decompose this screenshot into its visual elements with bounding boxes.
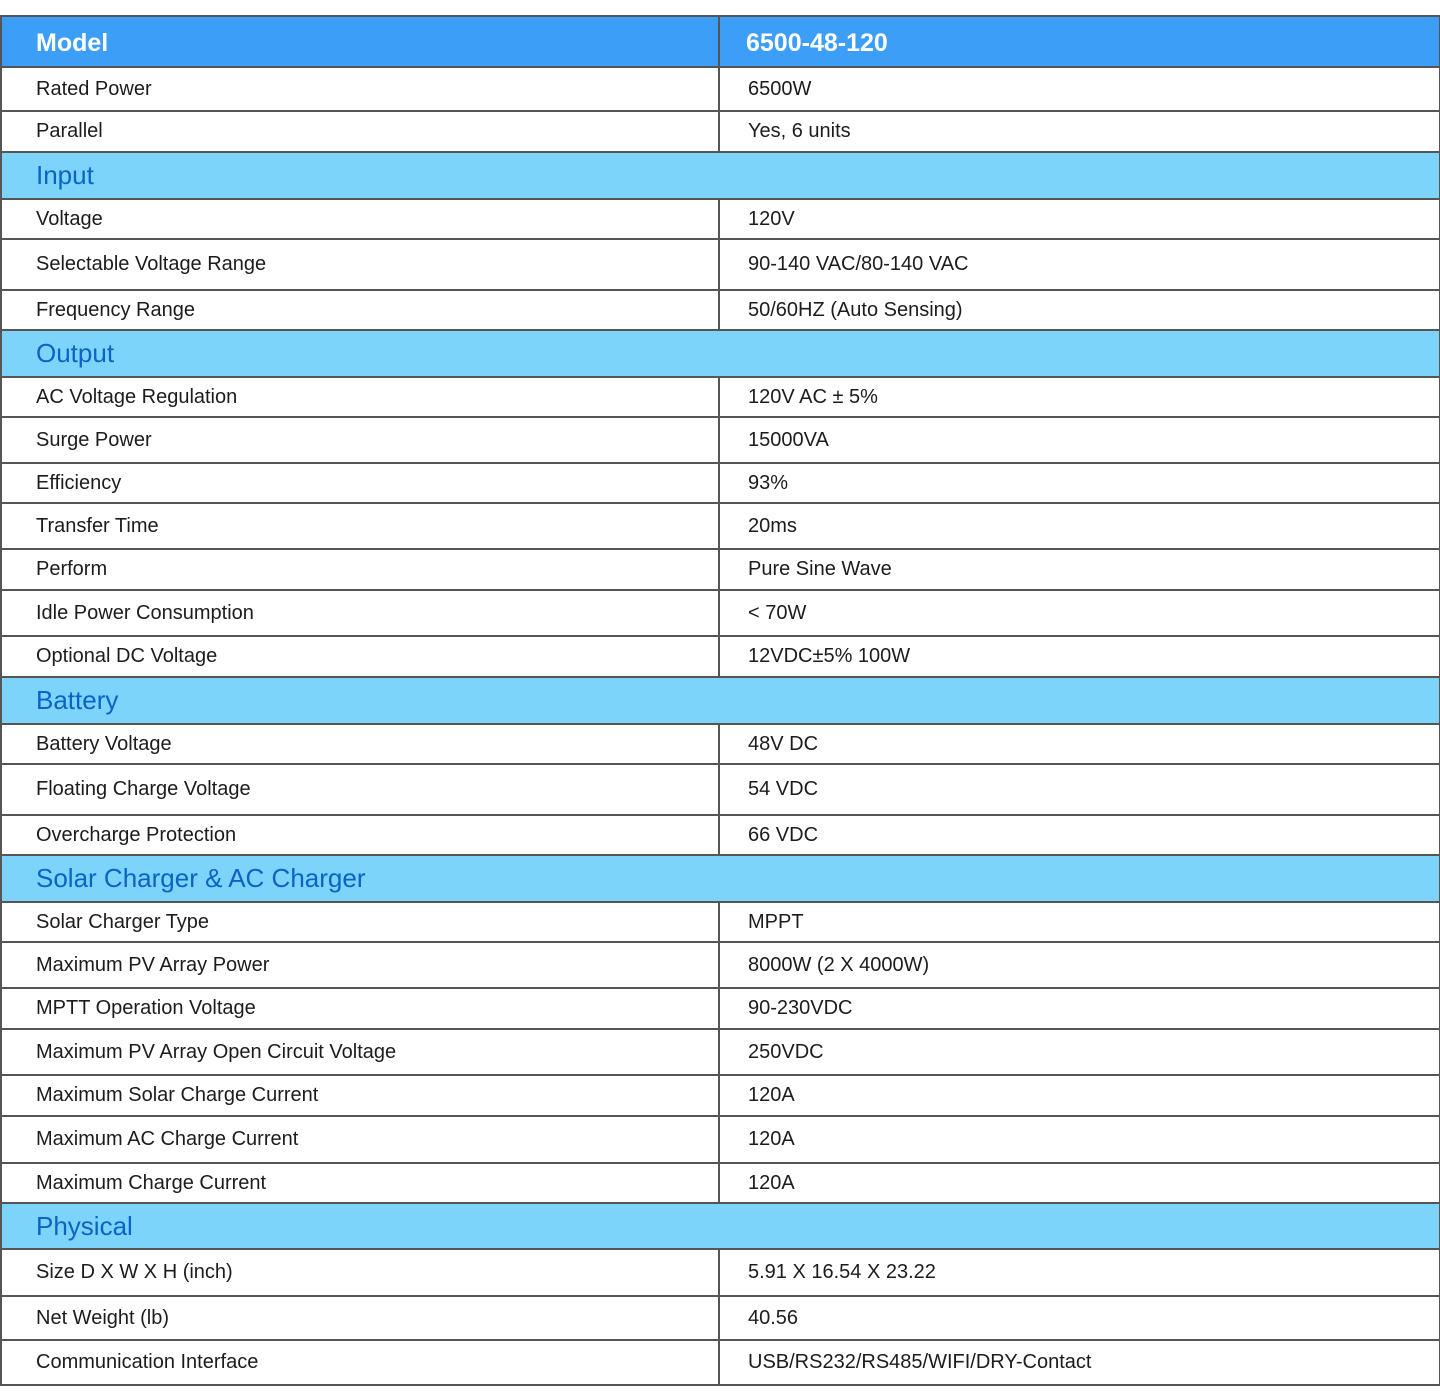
spec-label: MPTT Operation Voltage <box>1 988 719 1029</box>
spec-value: 12VDC±5% 100W <box>719 636 1440 677</box>
section-title: Solar Charger & AC Charger <box>1 855 1440 902</box>
spec-row <box>1 815 1440 855</box>
spec-row <box>1 1075 1440 1116</box>
spec-label: Size D X W X H (inch) <box>1 1249 719 1296</box>
section-title: Physical <box>1 1203 1440 1249</box>
spec-label: Overcharge Protection <box>1 815 719 855</box>
spec-label: Transfer Time <box>1 503 719 549</box>
spec-value: 120A <box>719 1116 1440 1163</box>
spec-value: 6500W <box>719 67 1440 111</box>
spec-label: Maximum PV Array Open Circuit Voltage <box>1 1029 719 1075</box>
spec-label: Idle Power Consumption <box>1 590 719 636</box>
spec-label: Maximum AC Charge Current <box>1 1116 719 1163</box>
spec-value: Pure Sine Wave <box>719 549 1440 590</box>
spec-label: Selectable Voltage Range <box>1 239 719 290</box>
spec-row <box>1 1116 1440 1163</box>
spec-value: MPPT <box>719 902 1440 942</box>
spec-table <box>0 15 1440 1386</box>
spec-row <box>1 1340 1440 1385</box>
spec-label: Battery Voltage <box>1 724 719 764</box>
spec-row <box>1 503 1440 549</box>
spec-label: Net Weight (lb) <box>1 1296 719 1340</box>
spec-value: 8000W (2 X 4000W) <box>719 942 1440 988</box>
spec-row <box>1 417 1440 463</box>
spec-row <box>1 942 1440 988</box>
spec-value: 120V <box>719 199 1440 239</box>
spec-value: 15000VA <box>719 417 1440 463</box>
spec-row <box>1 902 1440 942</box>
spec-value: 93% <box>719 463 1440 503</box>
spec-row <box>1 549 1440 590</box>
spec-row <box>1 111 1440 152</box>
spec-label: Maximum Solar Charge Current <box>1 1075 719 1116</box>
spec-value: 40.56 <box>719 1296 1440 1340</box>
section-title: Input <box>1 152 1440 199</box>
spec-row <box>1 1296 1440 1340</box>
section-header-row <box>1 855 1440 902</box>
section-header-row <box>1 677 1440 724</box>
spec-row <box>1 67 1440 111</box>
spec-row <box>1 724 1440 764</box>
spec-label: Solar Charger Type <box>1 902 719 942</box>
spec-row <box>1 463 1440 503</box>
spec-value: 54 VDC <box>719 764 1440 815</box>
spec-value: 20ms <box>719 503 1440 549</box>
model-value: 6500-48-120 <box>719 16 1440 67</box>
model-label: Model <box>1 16 719 67</box>
spec-row <box>1 590 1440 636</box>
section-header-row <box>1 1203 1440 1249</box>
spec-row <box>1 1029 1440 1075</box>
spec-row <box>1 636 1440 677</box>
spec-table-body <box>1 16 1440 1385</box>
section-title: Battery <box>1 677 1440 724</box>
spec-value: 120A <box>719 1075 1440 1116</box>
spec-value: 120V AC ± 5% <box>719 377 1440 417</box>
spec-label: Voltage <box>1 199 719 239</box>
spec-row <box>1 290 1440 330</box>
spec-label: Perform <box>1 549 719 590</box>
spec-row <box>1 239 1440 290</box>
spec-label: Maximum PV Array Power <box>1 942 719 988</box>
spec-value: 66 VDC <box>719 815 1440 855</box>
spec-value: 50/60HZ (Auto Sensing) <box>719 290 1440 330</box>
spec-value: Yes, 6 units <box>719 111 1440 152</box>
spec-value: 5.91 X 16.54 X 23.22 <box>719 1249 1440 1296</box>
spec-row <box>1 199 1440 239</box>
spec-row <box>1 1249 1440 1296</box>
spec-label: Rated Power <box>1 67 719 111</box>
spec-label: AC Voltage Regulation <box>1 377 719 417</box>
section-header-row <box>1 330 1440 377</box>
spec-value: < 70W <box>719 590 1440 636</box>
spec-value: 120A <box>719 1163 1440 1203</box>
spec-label: Communication Interface <box>1 1340 719 1385</box>
spec-label: Parallel <box>1 111 719 152</box>
section-header-row <box>1 152 1440 199</box>
spec-row <box>1 377 1440 417</box>
spec-label: Efficiency <box>1 463 719 503</box>
spec-label: Floating Charge Voltage <box>1 764 719 815</box>
spec-value: 90-140 VAC/80-140 VAC <box>719 239 1440 290</box>
section-title: Output <box>1 330 1440 377</box>
spec-row <box>1 764 1440 815</box>
spec-value: USB/RS232/RS485/WIFI/DRY-Contact <box>719 1340 1440 1385</box>
spec-row <box>1 1163 1440 1203</box>
spec-row <box>1 988 1440 1029</box>
spec-value: 250VDC <box>719 1029 1440 1075</box>
model-header-row <box>1 16 1440 67</box>
spec-value: 48V DC <box>719 724 1440 764</box>
spec-label: Maximum Charge Current <box>1 1163 719 1203</box>
spec-label: Optional DC Voltage <box>1 636 719 677</box>
spec-value: 90-230VDC <box>719 988 1440 1029</box>
spec-label: Surge Power <box>1 417 719 463</box>
spec-label: Frequency Range <box>1 290 719 330</box>
